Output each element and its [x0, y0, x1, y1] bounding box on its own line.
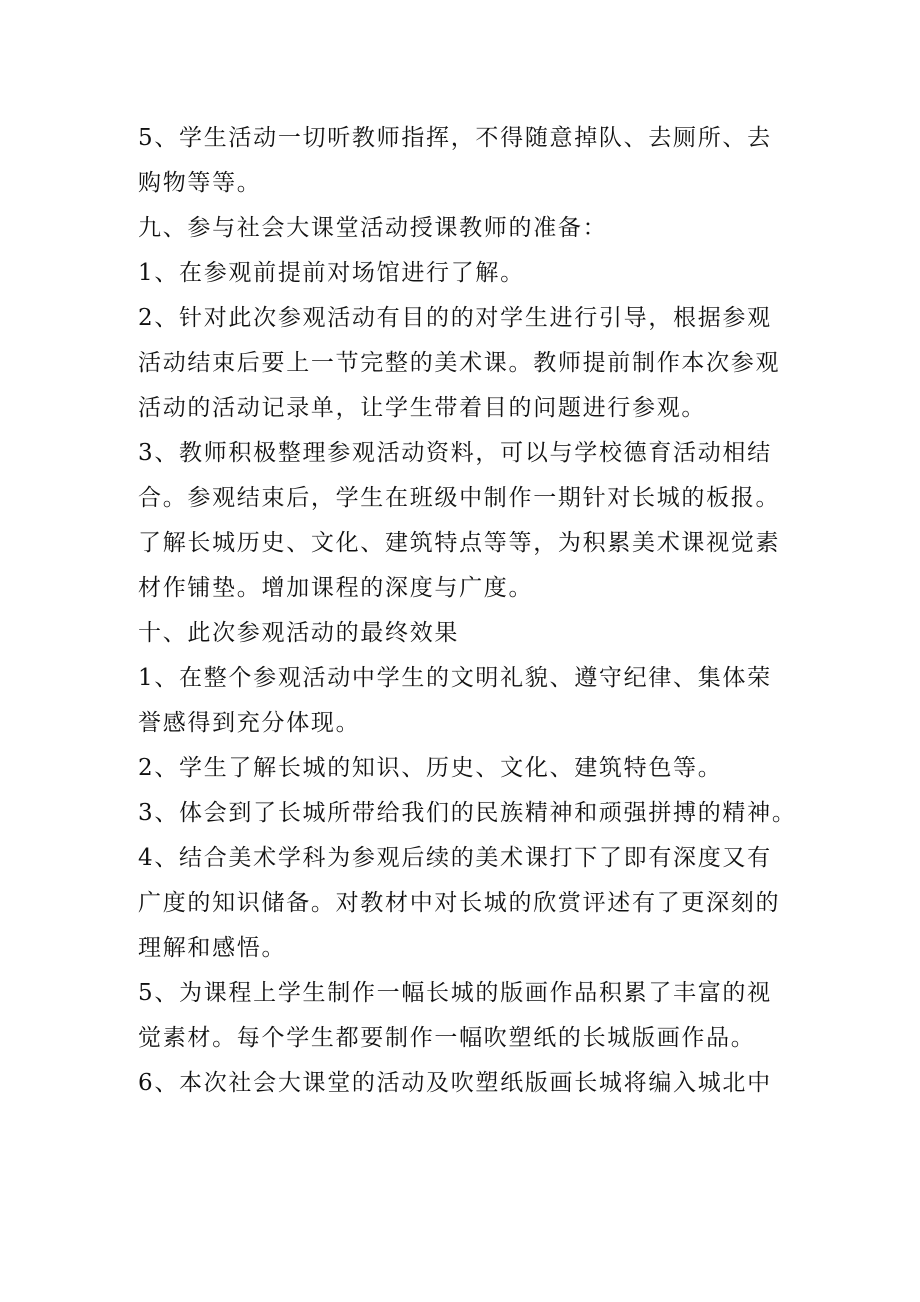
text-line: 材作铺垫。增加课程的深度与广度。: [138, 575, 534, 601]
text-line: 活动的活动记录单，让学生带着目的问题进行参观。: [138, 395, 707, 421]
text-line: 理解和感悟。: [138, 935, 287, 961]
text-line: 5、为课程上学生制作一幅长城的版画作品积累了丰富的视: [138, 980, 772, 1006]
text-line: 誉感得到充分体现。: [138, 710, 361, 736]
text-line: 购物等等。: [138, 170, 262, 196]
section-heading: 九、参与社会大课堂活动授课教师的准备：: [138, 215, 608, 241]
text-line: 3、体会到了长城所带给我们的民族精神和顽强拼搏的精神。: [138, 800, 797, 826]
document-body: [138, 116, 798, 1106]
text-line: 1、在参观前提前对场馆进行了解。: [138, 260, 525, 286]
text-line: 2、学生了解长城的知识、历史、文化、建筑特色等。: [138, 755, 723, 781]
text-line: 广度的知识储备。对教材中对长城的欣赏评述有了更深刻的: [138, 890, 781, 916]
text-line: 6、本次社会大课堂的活动及吹塑纸版画长城将编入城北中: [138, 1070, 772, 1096]
text-line: 了解长城历史、文化、建筑特点等等，为积累美术课视觉素: [138, 530, 781, 556]
text-line: 活动结束后要上一节完整的美术课。教师提前制作本次参观: [138, 350, 781, 376]
text-line: 4、结合美术学科为参观后续的美术课打下了即有深度又有: [138, 845, 772, 871]
section-heading: 十、此次参观活动的最终效果: [138, 620, 460, 646]
text-line: 3、教师积极整理参观活动资料，可以与学校德育活动相结: [138, 440, 772, 466]
text-line: 5、学生活动一切听教师指挥，不得随意掉队、去厕所、去: [138, 125, 772, 151]
text-line: 2、针对此次参观活动有目的的对学生进行引导，根据参观: [138, 305, 772, 331]
text-line: 合。参观结束后，学生在班级中制作一期针对长城的板报。: [138, 485, 781, 511]
text-line: 觉素材。每个学生都要制作一幅吹塑纸的长城版画作品。: [138, 1025, 756, 1051]
text-line: 1、在整个参观活动中学生的文明礼貌、遵守纪律、集体荣: [138, 665, 772, 691]
